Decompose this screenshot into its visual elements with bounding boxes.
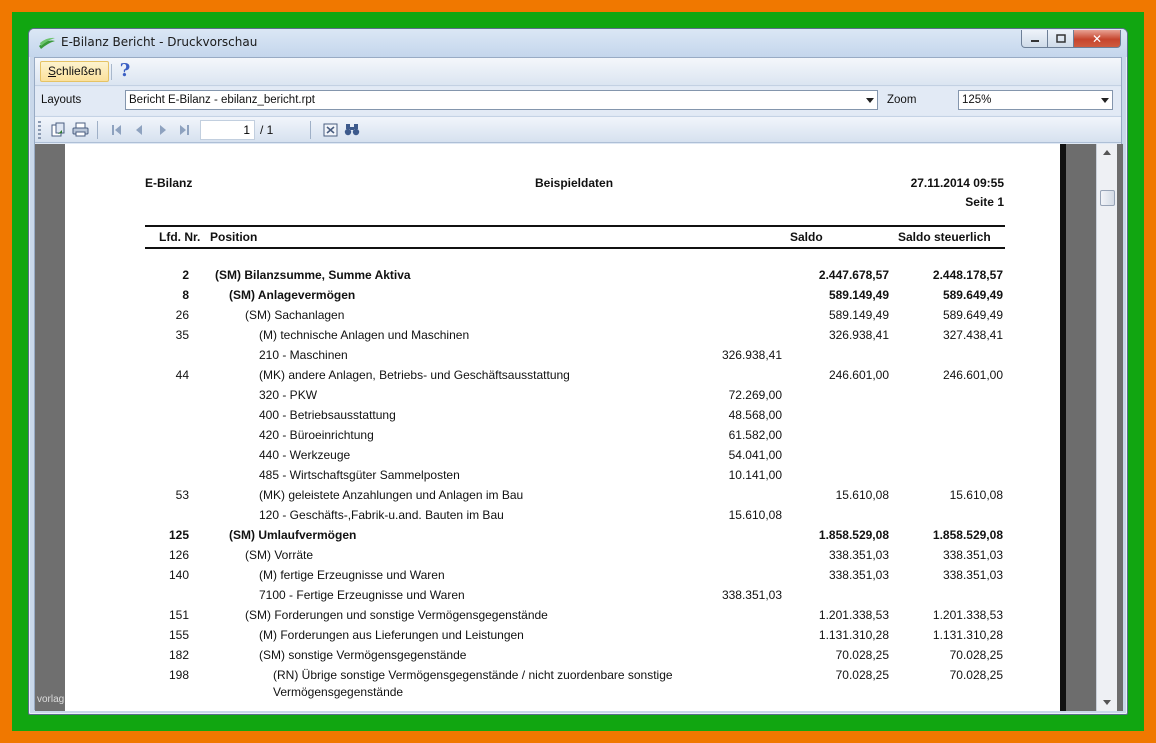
menu-bar [35, 58, 1121, 86]
row-position: (M) technische Anlagen und Maschinen [259, 328, 470, 342]
table-row [65, 568, 1060, 588]
page-total: / 1 [260, 123, 274, 137]
toolbar-separator [310, 121, 311, 139]
row-nr: 155 [168, 628, 189, 642]
row-position: Vermögensgegenstände [273, 685, 404, 699]
row-saldo: 15.610,08 [835, 488, 889, 502]
table-row [65, 448, 1060, 468]
minimize-button[interactable] [1021, 30, 1048, 48]
report-page [65, 144, 1060, 711]
row-saldo: 70.028,25 [835, 648, 889, 662]
first-page-icon [112, 125, 114, 135]
row-position: 485 - Wirtschaftsgüter Sammelposten [259, 468, 460, 482]
row-saldo-steuerlich: 15.610,08 [949, 488, 1003, 502]
window-controls [1021, 30, 1121, 49]
zoom-value: 125% [962, 94, 992, 106]
row-detail-amount: 326.938,41 [721, 348, 782, 362]
scroll-down-icon[interactable] [1103, 700, 1111, 705]
last-page-button[interactable] [177, 120, 193, 140]
row-position: (SM) Umlaufvermögen [229, 528, 357, 542]
row-position: (SM) Forderungen und sonstige Vermögensgegenstände [245, 608, 548, 622]
row-position: (MK) andere Anlagen, Betriebs- und Geschäftsausstattung [259, 368, 570, 382]
col-header-saldo-steuerlich: Saldo steuerlich [898, 230, 991, 244]
row-detail-amount: 72.269,00 [728, 388, 782, 402]
row-position: 320 - PKW [259, 388, 318, 402]
row-saldo: 246.601,00 [828, 368, 889, 382]
row-position: (SM) Bilanzsumme, Summe Aktiva [215, 268, 411, 282]
minimize-icon [1030, 35, 1040, 43]
header-rule-top [145, 225, 1005, 227]
last-page-arrow-icon [180, 125, 186, 135]
layout-bar [35, 87, 1121, 115]
row-saldo: 70.028,25 [835, 668, 889, 682]
previous-page-icon [136, 125, 142, 135]
row-position: (M) fertige Erzeugnisse und Waren [259, 568, 445, 582]
close-box-icon [323, 123, 338, 137]
report-subtitle: Beispieldaten [535, 176, 614, 190]
window-title: E-Bilanz Bericht - Druckvorschau [61, 35, 258, 49]
zoom-select[interactable] [958, 90, 1113, 110]
row-position: 120 - Geschäfts-,Fabrik-u.and. Bauten im Bau [259, 508, 504, 522]
watermark-text: vorlag [37, 694, 65, 705]
row-position: 210 - Maschinen [259, 348, 348, 362]
print-button[interactable] [71, 121, 89, 138]
first-page-arrow-icon [115, 125, 121, 135]
row-position: (SM) Vorräte [245, 548, 314, 562]
row-saldo: 1.858.529,08 [818, 528, 889, 542]
title-bar[interactable] [29, 29, 1127, 57]
layouts-value: Bericht E-Bilanz - ebilanz_bericht.rpt [129, 94, 315, 106]
row-saldo-steuerlich: 338.351,03 [942, 548, 1003, 562]
row-saldo: 338.351,03 [828, 548, 889, 562]
table-row [65, 648, 1060, 668]
table-row [65, 468, 1060, 488]
row-saldo-steuerlich: 589.649,49 [942, 288, 1003, 302]
report-title: E-Bilanz [145, 176, 193, 190]
row-saldo-steuerlich: 2.448.178,57 [932, 268, 1003, 282]
close-accelerator: S [48, 64, 57, 78]
toolbar-separator [97, 121, 98, 139]
export-icon [50, 122, 66, 138]
preview-toolbar [35, 116, 1121, 143]
row-nr: 125 [168, 528, 189, 542]
current-page-input[interactable]: 1 [200, 120, 255, 140]
layouts-select[interactable] [125, 90, 878, 110]
close-window-button[interactable] [1074, 30, 1121, 48]
row-saldo-steuerlich: 589.649,49 [942, 308, 1003, 322]
row-nr: 26 [175, 308, 189, 322]
binoculars-icon [344, 122, 360, 137]
help-icon[interactable]: ? [119, 60, 131, 81]
row-position: (M) Forderungen aus Lieferungen und Leistungen [259, 628, 524, 642]
row-saldo-steuerlich: 338.351,03 [942, 568, 1003, 582]
row-saldo: 2.447.678,57 [818, 268, 889, 282]
close-preview-button[interactable] [321, 121, 339, 138]
next-page-icon [160, 125, 166, 135]
row-nr: 182 [168, 648, 189, 662]
row-nr: 198 [168, 668, 189, 682]
previous-page-button[interactable] [131, 120, 147, 140]
maximize-button[interactable] [1048, 30, 1074, 48]
row-saldo: 1.201.338,53 [818, 608, 889, 622]
table-row [65, 348, 1060, 368]
row-position: (RN) Übrige sonstige Vermögensgegenstände / nicht zuordenbare sonstige [273, 668, 673, 682]
table-row [65, 388, 1060, 408]
row-detail-amount: 48.568,00 [728, 408, 782, 422]
table-row [65, 628, 1060, 648]
export-button[interactable] [49, 121, 67, 138]
row-detail-amount: 338.351,03 [721, 588, 782, 602]
header-rule-bottom [145, 247, 1005, 249]
chevron-down-icon [866, 98, 874, 103]
client-area [34, 57, 1122, 710]
row-position: 420 - Büroeinrichtung [259, 428, 374, 442]
preview-margin-right [1066, 144, 1096, 711]
table-row [65, 548, 1060, 568]
preview-area[interactable] [35, 144, 1123, 711]
row-saldo-steuerlich: 327.438,41 [942, 328, 1003, 342]
maximize-icon [1056, 34, 1066, 43]
table-row [65, 308, 1060, 328]
row-saldo-steuerlich: 70.028,25 [949, 648, 1003, 662]
scroll-thumb[interactable] [1100, 190, 1115, 206]
col-header-nr: Lfd. Nr. [159, 230, 201, 244]
layouts-label: Layouts [41, 94, 82, 106]
toolbar-grip[interactable] [38, 121, 41, 139]
row-saldo: 1.131.310,28 [818, 628, 889, 642]
row-saldo-steuerlich: 1.201.338,53 [932, 608, 1003, 622]
row-position: (MK) geleistete Anzahlungen und Anlagen im Bau [259, 488, 524, 502]
row-detail-amount: 15.610,08 [728, 508, 782, 522]
report-page-number: Seite 1 [965, 195, 1004, 209]
chevron-down-icon [1101, 98, 1109, 103]
table-row [65, 368, 1060, 388]
menu-separator [111, 64, 112, 80]
row-saldo-steuerlich: 1.131.310,28 [932, 628, 1003, 642]
table-row [65, 608, 1060, 628]
scroll-up-icon[interactable] [1103, 150, 1111, 155]
app-logo-icon [38, 37, 56, 50]
col-header-saldo: Saldo [790, 230, 823, 244]
row-detail-amount: 54.041,00 [728, 448, 782, 462]
close-icon: ✕ [1091, 31, 1103, 46]
row-detail-amount: 61.582,00 [728, 428, 782, 442]
row-nr: 44 [175, 368, 189, 382]
row-saldo-steuerlich: 246.601,00 [942, 368, 1003, 382]
table-row [65, 588, 1060, 608]
table-row [65, 488, 1060, 508]
preview-margin-left [35, 144, 65, 711]
print-preview-window [28, 28, 1128, 715]
close-label: chließen [56, 64, 102, 78]
row-saldo: 338.351,03 [828, 568, 889, 582]
row-position: 440 - Werkzeuge [259, 448, 351, 462]
table-row [65, 685, 1060, 705]
col-header-position: Position [210, 230, 258, 244]
row-position: (SM) sonstige Vermögensgegenstände [259, 648, 467, 662]
row-saldo: 589.149,49 [828, 288, 889, 302]
row-position: 400 - Betriebsausstattung [259, 408, 396, 422]
row-nr: 35 [175, 328, 189, 342]
table-row [65, 508, 1060, 528]
row-saldo: 326.938,41 [828, 328, 889, 342]
row-nr: 151 [168, 608, 189, 622]
row-position: (SM) Sachanlagen [245, 308, 345, 322]
row-nr: 126 [168, 548, 189, 562]
last-page-icon [187, 125, 189, 135]
first-page-button[interactable] [109, 120, 125, 140]
row-saldo: 589.149,49 [828, 308, 889, 322]
row-nr: 53 [175, 488, 189, 502]
next-page-button[interactable] [155, 120, 171, 140]
table-row [65, 528, 1060, 548]
zoom-label: Zoom [887, 94, 917, 106]
table-row [65, 288, 1060, 308]
table-row [65, 268, 1060, 288]
row-position: 7100 - Fertige Erzeugnisse und Waren [259, 588, 465, 602]
printer-icon [72, 122, 89, 137]
table-row [65, 328, 1060, 348]
row-nr: 2 [182, 268, 189, 282]
search-button[interactable] [343, 121, 361, 138]
vertical-scrollbar[interactable] [1096, 144, 1117, 711]
report-datetime: 27.11.2014 09:55 [910, 176, 1004, 190]
row-nr: 140 [168, 568, 189, 582]
table-row [65, 408, 1060, 428]
row-detail-amount: 10.141,00 [728, 468, 782, 482]
table-row [65, 428, 1060, 448]
row-position: (SM) Anlagevermögen [229, 288, 356, 302]
row-nr: 8 [182, 288, 189, 302]
schliessen-button[interactable] [40, 61, 109, 82]
row-saldo-steuerlich: 70.028,25 [949, 668, 1003, 682]
row-saldo-steuerlich: 1.858.529,08 [932, 528, 1003, 542]
